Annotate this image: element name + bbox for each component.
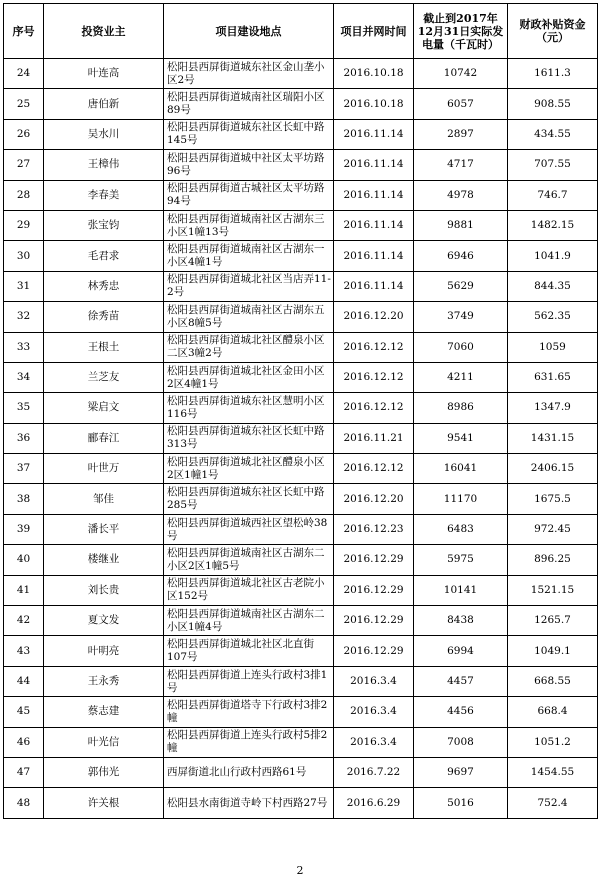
investor-name: 叶光信 (44, 727, 164, 757)
project-address: 松阳县西屏街道城东社区长虹中路145号 (164, 119, 334, 149)
generation-kwh: 5016 (414, 788, 508, 818)
row-number: 42 (4, 606, 44, 636)
grid-connection-date: 2016.3.4 (334, 727, 414, 757)
row-number: 48 (4, 788, 44, 818)
project-address: 松阳县西屏街道城东社区长虹中路285号 (164, 484, 334, 514)
generation-kwh: 4717 (414, 150, 508, 180)
grid-connection-date: 2016.11.14 (334, 241, 414, 271)
project-address: 松阳县西屏街道城南社区古湖东三小区1幢13号 (164, 210, 334, 240)
subsidy-amount: 2406.15 (508, 454, 598, 484)
table-row (4, 150, 598, 180)
investor-name: 兰芝友 (44, 362, 164, 392)
subsidy-table (3, 3, 598, 819)
project-address: 松阳县西屏街道城北社区醴泉小区二区3幢2号 (164, 332, 334, 362)
subsidy-amount: 896.25 (508, 545, 598, 575)
project-address: 松阳县西屏街道城南社区古湖东二小区2区1幢5号 (164, 545, 334, 575)
generation-kwh: 7060 (414, 332, 508, 362)
project-address: 松阳县西屏街道上连头行政村3排1号 (164, 666, 334, 696)
subsidy-amount: 707.55 (508, 150, 598, 180)
generation-kwh: 6483 (414, 514, 508, 544)
grid-connection-date: 2016.10.18 (334, 59, 414, 89)
generation-kwh: 8438 (414, 606, 508, 636)
grid-connection-date: 2016.12.23 (334, 514, 414, 544)
investor-name: 刘长贵 (44, 575, 164, 605)
generation-kwh: 4456 (414, 697, 508, 727)
row-number: 29 (4, 210, 44, 240)
generation-kwh: 5629 (414, 271, 508, 301)
generation-kwh: 11170 (414, 484, 508, 514)
subsidy-amount: 562.35 (508, 302, 598, 332)
project-address: 松阳县西屏街道城西社区望松岭38号 (164, 514, 334, 544)
investor-name: 王根土 (44, 332, 164, 362)
generation-kwh: 4211 (414, 362, 508, 392)
row-number: 33 (4, 332, 44, 362)
table-row (4, 302, 598, 332)
subsidy-amount: 1611.3 (508, 59, 598, 89)
project-address: 松阳县西屏街道古城社区太平坊路94号 (164, 180, 334, 210)
generation-kwh: 4457 (414, 666, 508, 696)
investor-name: 王樟伟 (44, 150, 164, 180)
table-row (4, 788, 598, 818)
row-number: 30 (4, 241, 44, 271)
subsidy-amount: 1454.55 (508, 757, 598, 787)
generation-kwh: 9697 (414, 757, 508, 787)
table-row (4, 606, 598, 636)
subsidy-amount: 668.4 (508, 697, 598, 727)
investor-name: 梁启文 (44, 393, 164, 423)
investor-name: 楼继业 (44, 545, 164, 575)
grid-connection-date: 2016.7.22 (334, 757, 414, 787)
subsidy-amount: 1041.9 (508, 241, 598, 271)
row-number: 26 (4, 119, 44, 149)
subsidy-amount: 1059 (508, 332, 598, 362)
grid-connection-date: 2016.6.29 (334, 788, 414, 818)
project-address: 松阳县西屏街道城南社区古湖东二小区1幢4号 (164, 606, 334, 636)
header-date: 项目并网时间 (334, 4, 414, 59)
generation-kwh: 2897 (414, 119, 508, 149)
investor-name: 蔡志建 (44, 697, 164, 727)
grid-connection-date: 2016.12.29 (334, 636, 414, 666)
subsidy-amount: 1265.7 (508, 606, 598, 636)
project-address: 松阳县西屏街道城北社区北直街107号 (164, 636, 334, 666)
row-number: 43 (4, 636, 44, 666)
row-number: 35 (4, 393, 44, 423)
table-row (4, 484, 598, 514)
grid-connection-date: 2016.11.14 (334, 210, 414, 240)
table-row (4, 636, 598, 666)
generation-kwh: 9881 (414, 210, 508, 240)
row-number: 46 (4, 727, 44, 757)
investor-name: 叶明亮 (44, 636, 164, 666)
generation-kwh: 6994 (414, 636, 508, 666)
generation-kwh: 5975 (414, 545, 508, 575)
investor-name: 叶连高 (44, 59, 164, 89)
row-number: 32 (4, 302, 44, 332)
subsidy-amount: 1347.9 (508, 393, 598, 423)
investor-name: 郦春江 (44, 423, 164, 453)
table-row (4, 727, 598, 757)
project-address: 松阳县西屏街道城南社区瑞阳小区89号 (164, 89, 334, 119)
grid-connection-date: 2016.12.20 (334, 484, 414, 514)
investor-name: 邹佳 (44, 484, 164, 514)
table-row (4, 514, 598, 544)
investor-name: 张宝钧 (44, 210, 164, 240)
table-row (4, 271, 598, 301)
generation-kwh: 4978 (414, 180, 508, 210)
table-row (4, 757, 598, 787)
generation-kwh: 3749 (414, 302, 508, 332)
row-number: 38 (4, 484, 44, 514)
project-address: 松阳县西屏街道城北社区金田小区2区4幢1号 (164, 362, 334, 392)
grid-connection-date: 2016.3.4 (334, 697, 414, 727)
grid-connection-date: 2016.12.12 (334, 362, 414, 392)
subsidy-amount: 752.4 (508, 788, 598, 818)
project-address: 松阳县西屏街道城北社区古老院小区152号 (164, 575, 334, 605)
grid-connection-date: 2016.12.29 (334, 545, 414, 575)
grid-connection-date: 2016.12.20 (334, 302, 414, 332)
project-address: 松阳县西屏街道城北社区当店弄11-2号 (164, 271, 334, 301)
subsidy-amount: 1482.15 (508, 210, 598, 240)
generation-kwh: 16041 (414, 454, 508, 484)
table-row (4, 332, 598, 362)
project-address: 松阳县西屏街道城中社区太平坊路96号 (164, 150, 334, 180)
project-address: 松阳县西屏街道城东社区长虹中路313号 (164, 423, 334, 453)
investor-name: 潘长平 (44, 514, 164, 544)
header-investor: 投资业主 (44, 4, 164, 59)
table-row (4, 393, 598, 423)
generation-kwh: 6946 (414, 241, 508, 271)
grid-connection-date: 2016.12.12 (334, 393, 414, 423)
subsidy-amount: 1675.5 (508, 484, 598, 514)
project-address: 松阳县西屏街道塔寺下行政村3排2幢 (164, 697, 334, 727)
grid-connection-date: 2016.12.29 (334, 606, 414, 636)
subsidy-amount: 631.65 (508, 362, 598, 392)
investor-name: 王永秀 (44, 666, 164, 696)
grid-connection-date: 2016.11.14 (334, 150, 414, 180)
grid-connection-date: 2016.11.21 (334, 423, 414, 453)
table-row (4, 362, 598, 392)
grid-connection-date: 2016.12.29 (334, 575, 414, 605)
row-number: 37 (4, 454, 44, 484)
table-row (4, 89, 598, 119)
generation-kwh: 8986 (414, 393, 508, 423)
subsidy-amount: 434.55 (508, 119, 598, 149)
subsidy-amount: 844.35 (508, 271, 598, 301)
project-address: 松阳县西屏街道城南社区古湖东五小区8幢5号 (164, 302, 334, 332)
investor-name: 徐秀苗 (44, 302, 164, 332)
row-number: 40 (4, 545, 44, 575)
investor-name: 许关根 (44, 788, 164, 818)
grid-connection-date: 2016.3.4 (334, 666, 414, 696)
page-number: 2 (296, 864, 304, 877)
generation-kwh: 10141 (414, 575, 508, 605)
generation-kwh: 6057 (414, 89, 508, 119)
row-number: 47 (4, 757, 44, 787)
investor-name: 叶世万 (44, 454, 164, 484)
header-address: 项目建设地点 (164, 4, 334, 59)
table-header-row (4, 4, 598, 59)
investor-name: 夏文发 (44, 606, 164, 636)
grid-connection-date: 2016.12.12 (334, 332, 414, 362)
table-row (4, 666, 598, 696)
project-address: 松阳县水南街道寺岭下村西路27号 (164, 788, 334, 818)
project-address: 松阳县西屏街道城北社区醴泉小区2区1幢1号 (164, 454, 334, 484)
table-row (4, 180, 598, 210)
table-row (4, 697, 598, 727)
project-address: 西屏街道北山行政村西路61号 (164, 757, 334, 787)
subsidy-amount: 908.55 (508, 89, 598, 119)
table-row (4, 59, 598, 89)
table-row (4, 241, 598, 271)
row-number: 27 (4, 150, 44, 180)
subsidy-amount: 1431.15 (508, 423, 598, 453)
table-row (4, 575, 598, 605)
investor-name: 吴水川 (44, 119, 164, 149)
row-number: 41 (4, 575, 44, 605)
row-number: 44 (4, 666, 44, 696)
project-address: 松阳县西屏街道上连头行政村5排2幢 (164, 727, 334, 757)
investor-name: 李春美 (44, 180, 164, 210)
row-number: 36 (4, 423, 44, 453)
generation-kwh: 9541 (414, 423, 508, 453)
subsidy-amount: 972.45 (508, 514, 598, 544)
row-number: 25 (4, 89, 44, 119)
grid-connection-date: 2016.12.12 (334, 454, 414, 484)
table-row (4, 454, 598, 484)
grid-connection-date: 2016.11.14 (334, 180, 414, 210)
subsidy-amount: 1521.15 (508, 575, 598, 605)
row-number: 39 (4, 514, 44, 544)
project-address: 松阳县西屏街道城南社区古湖东一小区4幢1号 (164, 241, 334, 271)
project-address: 松阳县西屏街道城东社区金山垄小区2号 (164, 59, 334, 89)
subsidy-amount: 668.55 (508, 666, 598, 696)
subsidy-amount: 1049.1 (508, 636, 598, 666)
grid-connection-date: 2016.11.14 (334, 119, 414, 149)
project-address: 松阳县西屏街道城东社区慧明小区116号 (164, 393, 334, 423)
table-row (4, 423, 598, 453)
header-subsidy: 财政补贴资金（元） (508, 4, 598, 59)
grid-connection-date: 2016.10.18 (334, 89, 414, 119)
investor-name: 郭伟光 (44, 757, 164, 787)
header-no: 序号 (4, 4, 44, 59)
subsidy-amount: 1051.2 (508, 727, 598, 757)
table-row (4, 545, 598, 575)
investor-name: 毛君求 (44, 241, 164, 271)
generation-kwh: 7008 (414, 727, 508, 757)
row-number: 24 (4, 59, 44, 89)
investor-name: 林秀忠 (44, 271, 164, 301)
table-row (4, 210, 598, 240)
grid-connection-date: 2016.11.14 (334, 271, 414, 301)
table-body (4, 59, 598, 819)
row-number: 28 (4, 180, 44, 210)
investor-name: 唐伯新 (44, 89, 164, 119)
row-number: 34 (4, 362, 44, 392)
subsidy-amount: 746.7 (508, 180, 598, 210)
generation-kwh: 10742 (414, 59, 508, 89)
row-number: 31 (4, 271, 44, 301)
row-number: 45 (4, 697, 44, 727)
header-generation: 截止到2017年12月31日实际发电量（千瓦时） (414, 4, 508, 59)
table-row (4, 119, 598, 149)
